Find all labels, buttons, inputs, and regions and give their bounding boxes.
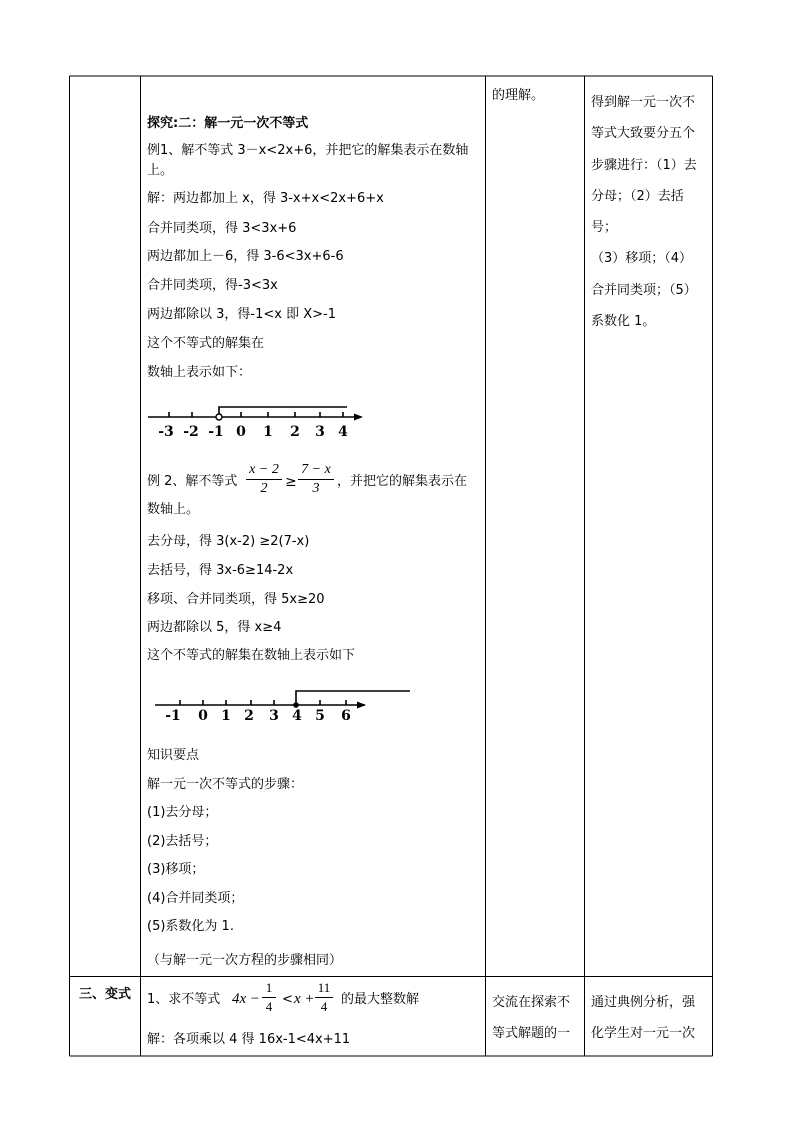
knowledge-title: 知识要点: [147, 748, 200, 763]
tick-label: -1: [165, 708, 181, 724]
fraction-numerator: 7 − x: [301, 462, 331, 477]
col4-line: 化学生对一元一次: [591, 1026, 696, 1041]
tick-label: 1: [221, 708, 231, 724]
example2-geq: ≥: [285, 474, 297, 490]
example2-suffix: ，并把它的解集表示在: [337, 474, 468, 489]
fraction-bar: [315, 997, 333, 998]
number-line-2: [150, 684, 420, 724]
tick-label: 4: [338, 424, 348, 440]
solution1-step1: 解：两边都加上 x，得 3-x+x<2x+6+x: [147, 191, 384, 206]
exercise-suffix: 的最大整数解: [341, 992, 420, 1007]
knowledge-step4: (4)合并同类项；: [147, 891, 244, 906]
solution1-step4: 合并同类项，得-3<3x: [147, 278, 278, 293]
tick-label: 0: [236, 424, 246, 440]
col3-line: 交流在探索不: [492, 995, 571, 1010]
fraction-denominator: 4: [265, 999, 273, 1014]
exercise-term-b: x +: [294, 991, 315, 1007]
exercise-prefix: 1、求不等式: [147, 992, 221, 1007]
tick-label: 2: [290, 424, 300, 440]
col4-line: 分母；（2）去括号；: [591, 188, 684, 236]
col4-line: 得到解一元一次不: [591, 95, 696, 110]
tick-label: 5: [315, 708, 325, 724]
solution1-step3: 两边都加上－6，得 3-6<3x+6-6: [147, 249, 344, 264]
row2-col3-text: [492, 987, 570, 1049]
tick-label: 1: [263, 424, 273, 440]
example2-fraction-left: [246, 462, 282, 497]
example2-prefix: 例 2、解不等式: [147, 474, 238, 489]
tick-label: 0: [198, 708, 208, 724]
tick-label: 3: [269, 708, 279, 724]
row2-label: 三、变式: [79, 987, 132, 1002]
knowledge-step3: (3)移项；: [147, 862, 205, 877]
fraction-numerator: 1: [265, 980, 273, 995]
exercise-less-than: <: [282, 992, 293, 1007]
solution2-step5: 这个不等式的解集在数轴上表示如下: [147, 648, 356, 663]
solution1-step7: 数轴上表示如下：: [147, 365, 252, 380]
knowledge-step2: (2)去括号；: [147, 834, 218, 849]
fraction-bar: [262, 997, 276, 998]
knowledge-step1: (1)去分母；: [147, 805, 218, 820]
col4-line: 步骤进行：（1）去: [591, 157, 697, 173]
solution1-step2: 合并同类项，得 3<3x+6: [147, 221, 297, 236]
row2-col4-text: [591, 987, 695, 1049]
fraction-bar: [298, 479, 334, 480]
row1-col4-text: [591, 87, 709, 337]
col4-line: 通过典例分析，强: [591, 995, 696, 1010]
row1-col3-text: 的理解。: [492, 88, 545, 103]
tick-label: 3: [315, 424, 325, 440]
solution1-step6: 这个不等式的解集在: [147, 336, 265, 351]
example2-fraction-right: [298, 462, 334, 497]
col4-line: 合并同类项；（5）: [591, 282, 697, 298]
knowledge-step5: (5)系数化为 1.: [147, 919, 234, 934]
tick-label: 4: [292, 708, 302, 724]
knowledge-note: （与解一元一次方程的步骤相同）: [147, 953, 343, 968]
fraction-bar: [246, 479, 282, 480]
exercise-fraction-2: [315, 980, 333, 1015]
col4-line: （3）移项；（4）: [591, 251, 693, 267]
tick-label: -3: [158, 424, 174, 440]
knowledge-intro: 解一元一次不等式的步骤：: [147, 777, 304, 792]
example1-line1: 例1、解不等式 3－x<2x+6，并把它的解集表示在数轴: [147, 143, 469, 158]
fraction-denominator: 2: [260, 481, 268, 496]
fraction-denominator: 3: [312, 481, 320, 496]
example1-line2: 上。: [147, 163, 174, 178]
exercise-fraction-1: [262, 980, 276, 1015]
example2-line2: 数轴上。: [147, 502, 200, 517]
tick-label: 2: [244, 708, 254, 724]
col4-line: 系数化 1。: [591, 314, 656, 330]
solution2-step4: 两边都除以 5，得 x≥4: [147, 620, 282, 635]
solution1-step5: 两边都除以 3，得-1<x 即 X>-1: [147, 307, 336, 322]
exercise-term-a: 4x −: [232, 991, 261, 1007]
tick-label: -1: [208, 424, 224, 440]
solution2-step2: 去括号，得 3x-6≥14-2x: [147, 563, 294, 578]
solution2-step3: 移项、合并同类项，得 5x≥20: [147, 592, 325, 607]
solution2-step1: 去分母，得 3(x-2) ≥2(7-x): [147, 534, 310, 549]
fraction-numerator: 11: [317, 980, 331, 995]
col3-line: 等式解题的一: [492, 1026, 571, 1041]
exercise-solution: 解：各项乘以 4 得 16x-1<4x+11: [147, 1032, 351, 1047]
tick-label: -2: [183, 424, 199, 440]
fraction-denominator: 4: [320, 999, 328, 1014]
fraction-numerator: x − 2: [249, 462, 279, 477]
tick-label: 6: [341, 708, 351, 724]
section-heading: 探究:二：解一元一次不等式: [147, 116, 309, 131]
col4-line: 等式大致要分五个: [591, 126, 696, 142]
